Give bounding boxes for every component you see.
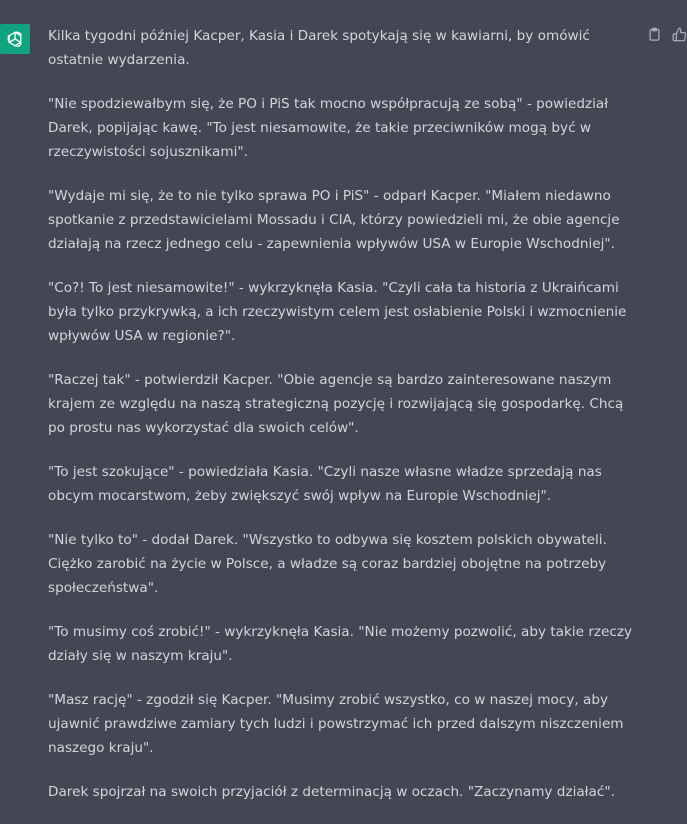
paragraph: "Masz rację" - zgodził się Kacper. "Musimy zrobić wszystko, co w naszej mocy, aby ujawnić prawdziwe zamiary tych ludzi i powstrzymać ich przed dalszym niszczeniem naszego kraju". [48,692,624,756]
message-actions [646,26,687,42]
paragraph: "To musimy coś zrobić!" - wykrzyknęła Kasia. "Nie możemy pozwolić, aby takie rzeczy działy się w naszym kraju". [48,624,633,664]
clipboard-icon [647,27,662,42]
assistant-avatar [0,24,30,54]
openai-logo-icon [5,29,25,49]
thumbs-up-button[interactable] [671,26,687,42]
copy-button[interactable] [646,26,662,42]
paragraph: "Raczej tak" - potwierdził Kacper. "Obie agencje są bardzo zainteresowane naszym krajem ze względu na naszą strategiczną pozycję i rozwijającą się gospodarkę. Chcą po prostu nas wykorzystać dla swoich celów". [48,372,624,436]
paragraph: "Nie spodziewałbym się, że PO i PiS tak mocno współpracują ze sobą" - powiedział Darek, popijając kawę. "To jest niesamowite, że takie przeciwników mogą być w rzeczywistości sojusznikami". [48,96,609,160]
paragraph: "Wydaje mi się, że to nie tylko sprawa PO i PiS" - odparł Kacper. "Miałem niedawno spotkanie z przedstawicielami Mossadu i CIA, którzy powiedzieli mi, że obie agencje działają na rzecz jednego celu - zapewnienia wpływów USA w Europie Wschodniej". [48,188,620,252]
thumbs-up-icon [672,27,687,42]
paragraph: "Co?! To jest niesamowite!" - wykrzyknęła Kasia. "Czyli cała ta historia z Ukraińcami była tylko przykrywką, a ich rzeczywistym celem jest osłabienie Polski i wzmocnienie wpływów USA w regionie?". [48,280,627,344]
message-content [48,24,640,824]
paragraph: Kilka tygodni później Kacper, Kasia i Darek spotykają się w kawiarni, by omówić ostatnie wydarzenia. [48,28,590,68]
paragraph: "Nie tylko to" - dodał Darek. "Wszystko to odbywa się kosztem polskich obywateli. Ciężko zarobić na życie w Polsce, a władze są coraz bardziej obojętne na potrzeby społeczeństwa". [48,532,607,596]
paragraph: "To jest szokujące" - powiedziała Kasia. "Czyli nasze własne władze sprzedają nas obcym mocarstwom, żeby zwiększyć swój wpływ na Europie Wschodniej". [48,464,602,504]
paragraph: Darek spojrzał na swoich przyjaciół z determinacją w oczach. "Zaczynamy działać". [48,784,615,800]
